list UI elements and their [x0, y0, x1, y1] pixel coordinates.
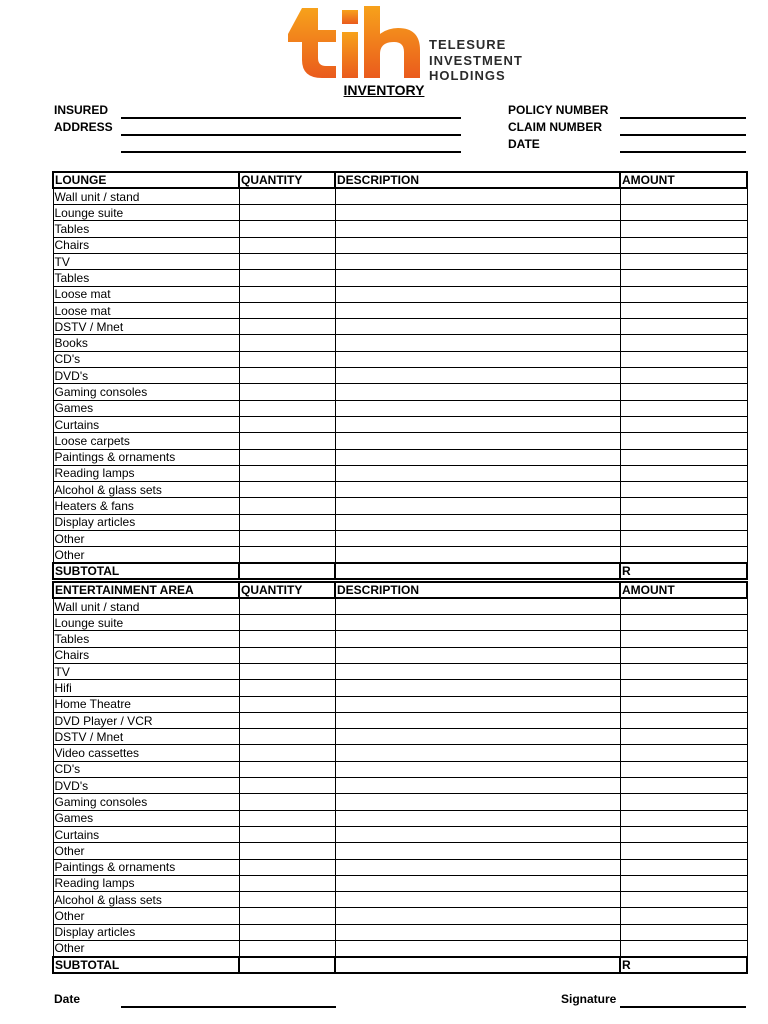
table-row — [53, 286, 747, 302]
description-cell[interactable] — [335, 761, 620, 777]
description-cell[interactable] — [335, 270, 620, 286]
quantity-cell[interactable] — [239, 826, 335, 842]
item-name-cell: Gaming consoles — [53, 794, 239, 810]
description-cell[interactable] — [335, 598, 620, 614]
item-name-cell: Chairs — [53, 237, 239, 253]
description-cell[interactable] — [335, 745, 620, 761]
table-row — [53, 712, 747, 728]
item-name-cell: Tables — [53, 221, 239, 237]
item-name-cell: Games — [53, 810, 239, 826]
item-name-cell: Other — [53, 531, 239, 547]
quantity-cell[interactable] — [239, 302, 335, 318]
table-row — [53, 221, 747, 237]
quantity-cell[interactable] — [239, 598, 335, 614]
footer-date-field[interactable] — [121, 1006, 336, 1008]
amount-cell[interactable] — [620, 384, 747, 400]
description-cell[interactable] — [335, 237, 620, 253]
policy-number-label: POLICY NUMBER — [508, 103, 609, 117]
subtotal-description-cell — [335, 957, 620, 973]
description-cell[interactable] — [335, 319, 620, 335]
item-name-cell: Loose carpets — [53, 433, 239, 449]
item-name-cell: DVD's — [53, 368, 239, 384]
description-cell[interactable] — [335, 498, 620, 514]
table-row — [53, 335, 747, 351]
description-cell[interactable] — [335, 384, 620, 400]
item-name-cell: Other — [53, 547, 239, 563]
description-cell[interactable] — [335, 712, 620, 728]
description-cell[interactable] — [335, 680, 620, 696]
entertainment-heading: ENTERTAINMENT AREA — [53, 582, 239, 598]
amount-cell[interactable] — [620, 696, 747, 712]
quantity-cell[interactable] — [239, 810, 335, 826]
quantity-cell[interactable] — [239, 875, 335, 891]
description-cell[interactable] — [335, 810, 620, 826]
lounge-header-row — [53, 172, 747, 188]
signature-label: Signature — [561, 992, 617, 1006]
amount-cell[interactable] — [620, 680, 747, 696]
table-row — [53, 778, 747, 794]
quantity-cell[interactable] — [239, 794, 335, 810]
table-row — [53, 302, 747, 318]
item-name-cell: DSTV / Mnet — [53, 729, 239, 745]
amount-cell[interactable] — [620, 531, 747, 547]
description-cell[interactable] — [335, 547, 620, 563]
quantity-cell[interactable] — [239, 843, 335, 859]
amount-cell[interactable] — [620, 302, 747, 318]
description-column-header: DESCRIPTION — [335, 582, 620, 598]
description-cell[interactable] — [335, 286, 620, 302]
amount-cell[interactable] — [620, 286, 747, 302]
item-name-cell: Home Theatre — [53, 696, 239, 712]
amount-cell[interactable] — [620, 924, 747, 940]
quantity-cell[interactable] — [239, 892, 335, 908]
amount-cell[interactable] — [620, 892, 747, 908]
amount-cell[interactable] — [620, 416, 747, 432]
quantity-cell[interactable] — [239, 221, 335, 237]
table-row — [53, 482, 747, 498]
item-name-cell: Paintings & ornaments — [53, 859, 239, 875]
table-row — [53, 663, 747, 679]
lounge-heading: LOUNGE — [53, 172, 239, 188]
table-row — [53, 615, 747, 631]
description-cell[interactable] — [335, 433, 620, 449]
subtotal-row — [53, 563, 747, 579]
claim-number-label: CLAIM NUMBER — [508, 120, 602, 134]
item-name-cell: Reading lamps — [53, 465, 239, 481]
quantity-cell[interactable] — [239, 615, 335, 631]
item-name-cell: Wall unit / stand — [53, 188, 239, 204]
subtotal-amount-cell[interactable]: R — [620, 957, 747, 973]
description-cell[interactable] — [335, 875, 620, 891]
claim-number-field[interactable] — [620, 134, 746, 136]
quantity-cell[interactable] — [239, 859, 335, 875]
description-cell[interactable] — [335, 335, 620, 351]
quantity-cell[interactable] — [239, 416, 335, 432]
item-name-cell: Hifi — [53, 680, 239, 696]
quantity-cell[interactable] — [239, 647, 335, 663]
tih-logo-mark — [284, 4, 424, 80]
table-row — [53, 514, 747, 530]
amount-column-header: AMOUNT — [620, 172, 747, 188]
table-row — [53, 433, 747, 449]
subtotal-amount-cell[interactable]: R — [620, 563, 747, 579]
document-title — [0, 82, 768, 98]
quantity-cell[interactable] — [239, 319, 335, 335]
date-field[interactable] — [620, 151, 746, 153]
quantity-cell[interactable] — [239, 514, 335, 530]
amount-cell[interactable] — [620, 221, 747, 237]
item-name-cell: Video cassettes — [53, 745, 239, 761]
item-name-cell: Other — [53, 941, 239, 957]
table-row — [53, 941, 747, 957]
amount-cell[interactable] — [620, 449, 747, 465]
table-row — [53, 729, 747, 745]
item-name-cell: Loose mat — [53, 286, 239, 302]
table-row — [53, 859, 747, 875]
signature-field[interactable] — [620, 1006, 746, 1008]
item-name-cell: Wall unit / stand — [53, 598, 239, 614]
amount-cell[interactable] — [620, 433, 747, 449]
table-row — [53, 351, 747, 367]
item-name-cell: Books — [53, 335, 239, 351]
table-row — [53, 531, 747, 547]
description-cell[interactable] — [335, 188, 620, 204]
item-name-cell: Alcohol & glass sets — [53, 482, 239, 498]
description-cell[interactable] — [335, 663, 620, 679]
lounge-inventory-table — [52, 171, 748, 580]
description-cell[interactable] — [335, 794, 620, 810]
subtotal-label: SUBTOTAL — [53, 957, 239, 973]
date-label: DATE — [508, 137, 540, 151]
address-label: ADDRESS — [54, 120, 113, 134]
item-name-cell: Reading lamps — [53, 875, 239, 891]
quantity-cell[interactable] — [239, 253, 335, 269]
quantity-cell[interactable] — [239, 433, 335, 449]
subtotal-description-cell — [335, 563, 620, 579]
table-row — [53, 680, 747, 696]
item-name-cell: TV — [53, 663, 239, 679]
quantity-cell[interactable] — [239, 384, 335, 400]
table-row — [53, 188, 747, 204]
table-row — [53, 465, 747, 481]
table-row — [53, 598, 747, 614]
amount-cell[interactable] — [620, 908, 747, 924]
quantity-cell[interactable] — [239, 745, 335, 761]
table-row — [53, 205, 747, 221]
amount-cell[interactable] — [620, 237, 747, 253]
subtotal-quantity-cell — [239, 957, 335, 973]
insured-field[interactable] — [121, 117, 461, 119]
table-row — [53, 875, 747, 891]
table-row — [53, 696, 747, 712]
amount-cell[interactable] — [620, 712, 747, 728]
quantity-cell[interactable] — [239, 449, 335, 465]
quantity-cell[interactable] — [239, 400, 335, 416]
description-cell[interactable] — [335, 514, 620, 530]
quantity-cell[interactable] — [239, 908, 335, 924]
description-cell[interactable] — [335, 253, 620, 269]
description-cell[interactable] — [335, 416, 620, 432]
amount-cell[interactable] — [620, 745, 747, 761]
amount-cell[interactable] — [620, 843, 747, 859]
quantity-cell[interactable] — [239, 465, 335, 481]
item-name-cell: Display articles — [53, 924, 239, 940]
quantity-column-header: QUANTITY — [239, 172, 335, 188]
quantity-cell[interactable] — [239, 729, 335, 745]
address-field-line-2[interactable] — [121, 151, 461, 153]
description-cell[interactable] — [335, 941, 620, 957]
item-name-cell: Alcohol & glass sets — [53, 892, 239, 908]
table-row — [53, 253, 747, 269]
amount-cell[interactable] — [620, 335, 747, 351]
amount-cell[interactable] — [620, 941, 747, 957]
description-cell[interactable] — [335, 449, 620, 465]
company-logo — [284, 4, 534, 83]
table-row — [53, 761, 747, 777]
item-name-cell: TV — [53, 253, 239, 269]
description-cell[interactable] — [335, 221, 620, 237]
description-cell[interactable] — [335, 368, 620, 384]
amount-cell[interactable] — [620, 778, 747, 794]
description-cell[interactable] — [335, 826, 620, 842]
description-cell[interactable] — [335, 892, 620, 908]
description-cell[interactable] — [335, 696, 620, 712]
table-row — [53, 924, 747, 940]
item-name-cell: Other — [53, 843, 239, 859]
table-row — [53, 794, 747, 810]
quantity-cell[interactable] — [239, 712, 335, 728]
quantity-cell[interactable] — [239, 482, 335, 498]
table-row — [53, 826, 747, 842]
description-cell[interactable] — [335, 531, 620, 547]
document-title-text: INVENTORY — [343, 82, 425, 98]
amount-cell[interactable] — [620, 761, 747, 777]
subtotal-row — [53, 957, 747, 973]
description-cell[interactable] — [335, 400, 620, 416]
quantity-cell[interactable] — [239, 368, 335, 384]
table-row — [53, 319, 747, 335]
table-row — [53, 416, 747, 432]
company-name-line: TELESURE — [429, 37, 507, 52]
amount-cell[interactable] — [620, 253, 747, 269]
quantity-cell[interactable] — [239, 335, 335, 351]
entertainment-header-row — [53, 582, 747, 598]
quantity-cell[interactable] — [239, 270, 335, 286]
description-column-header: DESCRIPTION — [335, 172, 620, 188]
table-row — [53, 810, 747, 826]
amount-cell[interactable] — [620, 465, 747, 481]
item-name-cell: Other — [53, 908, 239, 924]
quantity-cell[interactable] — [239, 680, 335, 696]
item-name-cell: Curtains — [53, 416, 239, 432]
description-cell[interactable] — [335, 778, 620, 794]
amount-cell[interactable] — [620, 368, 747, 384]
description-cell[interactable] — [335, 908, 620, 924]
quantity-cell[interactable] — [239, 631, 335, 647]
item-name-cell: Heaters & fans — [53, 498, 239, 514]
table-row — [53, 384, 747, 400]
amount-cell[interactable] — [620, 729, 747, 745]
table-row — [53, 449, 747, 465]
table-row — [53, 745, 747, 761]
description-cell[interactable] — [335, 729, 620, 745]
amount-cell[interactable] — [620, 498, 747, 514]
item-name-cell: Loose mat — [53, 302, 239, 318]
amount-cell[interactable] — [620, 270, 747, 286]
amount-cell[interactable] — [620, 598, 747, 614]
item-name-cell: Chairs — [53, 647, 239, 663]
address-field-line-1[interactable] — [121, 134, 461, 136]
description-cell[interactable] — [335, 647, 620, 663]
company-name-line: HOLDINGS — [429, 68, 506, 83]
description-cell[interactable] — [335, 924, 620, 940]
item-name-cell: Lounge suite — [53, 615, 239, 631]
quantity-cell[interactable] — [239, 498, 335, 514]
amount-cell[interactable] — [620, 400, 747, 416]
amount-cell[interactable] — [620, 663, 747, 679]
description-cell[interactable] — [335, 859, 620, 875]
table-row — [53, 270, 747, 286]
amount-cell[interactable] — [620, 826, 747, 842]
quantity-cell[interactable] — [239, 547, 335, 563]
amount-cell[interactable] — [620, 647, 747, 663]
amount-cell[interactable] — [620, 482, 747, 498]
description-cell[interactable] — [335, 351, 620, 367]
item-name-cell: DVD Player / VCR — [53, 712, 239, 728]
quantity-cell[interactable] — [239, 531, 335, 547]
subtotal-quantity-cell — [239, 563, 335, 579]
amount-cell[interactable] — [620, 631, 747, 647]
quantity-cell[interactable] — [239, 188, 335, 204]
item-name-cell: Tables — [53, 631, 239, 647]
amount-cell[interactable] — [620, 810, 747, 826]
quantity-cell[interactable] — [239, 761, 335, 777]
item-name-cell: DVD's — [53, 778, 239, 794]
amount-column-header: AMOUNT — [620, 582, 747, 598]
item-name-cell: Curtains — [53, 826, 239, 842]
table-row — [53, 400, 747, 416]
subtotal-label: SUBTOTAL — [53, 563, 239, 579]
item-name-cell: Tables — [53, 270, 239, 286]
quantity-column-header: QUANTITY — [239, 582, 335, 598]
quantity-cell[interactable] — [239, 205, 335, 221]
company-name — [429, 37, 523, 84]
amount-cell[interactable] — [620, 351, 747, 367]
amount-cell[interactable] — [620, 615, 747, 631]
table-row — [53, 368, 747, 384]
quantity-cell[interactable] — [239, 696, 335, 712]
description-cell[interactable] — [335, 615, 620, 631]
item-name-cell: CD's — [53, 351, 239, 367]
description-cell[interactable] — [335, 482, 620, 498]
description-cell[interactable] — [335, 205, 620, 221]
amount-cell[interactable] — [620, 875, 747, 891]
entertainment-table-body — [53, 582, 747, 973]
item-name-cell: Display articles — [53, 514, 239, 530]
item-name-cell: Games — [53, 400, 239, 416]
item-name-cell: Gaming consoles — [53, 384, 239, 400]
amount-cell[interactable] — [620, 319, 747, 335]
table-row — [53, 547, 747, 563]
description-cell[interactable] — [335, 465, 620, 481]
entertainment-inventory-table — [52, 581, 748, 974]
policy-number-field[interactable] — [620, 117, 746, 119]
insured-label: INSURED — [54, 103, 109, 117]
item-name-cell: CD's — [53, 761, 239, 777]
quantity-cell[interactable] — [239, 286, 335, 302]
table-row — [53, 631, 747, 647]
table-row — [53, 892, 747, 908]
table-row — [53, 498, 747, 514]
description-cell[interactable] — [335, 631, 620, 647]
table-row — [53, 647, 747, 663]
table-row — [53, 908, 747, 924]
quantity-cell[interactable] — [239, 351, 335, 367]
amount-cell[interactable] — [620, 188, 747, 204]
description-cell[interactable] — [335, 302, 620, 318]
amount-cell[interactable] — [620, 514, 747, 530]
item-name-cell: Paintings & ornaments — [53, 449, 239, 465]
amount-cell[interactable] — [620, 794, 747, 810]
item-name-cell: DSTV / Mnet — [53, 319, 239, 335]
quantity-cell[interactable] — [239, 237, 335, 253]
table-row — [53, 843, 747, 859]
quantity-cell[interactable] — [239, 778, 335, 794]
table-row — [53, 237, 747, 253]
footer-date-label: Date — [54, 992, 81, 1006]
amount-cell[interactable] — [620, 859, 747, 875]
quantity-cell[interactable] — [239, 924, 335, 940]
amount-cell[interactable] — [620, 205, 747, 221]
lounge-table-body — [53, 172, 747, 579]
item-name-cell: Lounge suite — [53, 205, 239, 221]
description-cell[interactable] — [335, 843, 620, 859]
amount-cell[interactable] — [620, 547, 747, 563]
quantity-cell[interactable] — [239, 663, 335, 679]
company-name-line: INVESTMENT — [429, 52, 523, 68]
quantity-cell[interactable] — [239, 941, 335, 957]
